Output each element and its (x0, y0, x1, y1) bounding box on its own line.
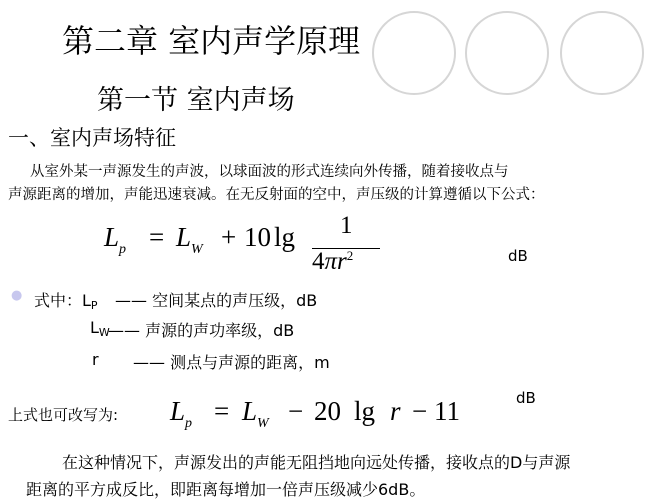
conclusion-line-2: 距离的平方成反比，即距离每增加一倍声压级减少6dB。 (26, 480, 426, 499)
formula1-lp: L (104, 222, 120, 252)
section-heading: 一、室内声场特征 (8, 126, 176, 150)
intro-line-1: 从室外某一声源发生的声波，以球面波的形式连续向外传播，随着接收点与 (30, 164, 509, 180)
formula1-lw: L (176, 222, 192, 252)
decorative-circle-3 (560, 11, 644, 95)
where-item-distance: —— 测点与声源的距离，m (133, 353, 330, 372)
bullet-icon: ● (11, 288, 23, 303)
rewrite-label: 上式也可改写为: (8, 406, 119, 424)
chapter-title: 第二章 室内声学原理 (62, 22, 361, 60)
where-item-sound-power: —— 声源的声功率级，dB (108, 321, 295, 340)
decorative-circle-1 (372, 11, 456, 95)
decorative-circle-2 (465, 11, 549, 95)
formula1-unit: dB (508, 247, 528, 265)
intro-line-2: 声源距离的增加，声能迅速衰减。在无反射面的空中，声压级的计算遵循以下公式： (8, 187, 545, 203)
where-lw-label: LW (90, 318, 110, 339)
conclusion-line-1: 在这种情况下，声源发出的声能无阻挡地向远处传播，接收点的D与声源 (62, 453, 571, 472)
formula1-fraction: 1 $4\pi r^2$ (312, 212, 380, 282)
where-item-sound-pressure: —— 空间某点的声压级，dB (115, 291, 318, 310)
where-r-label: r (92, 350, 99, 369)
where-intro: 式中：LP (34, 291, 98, 312)
rewrite-unit: dB (516, 389, 536, 407)
section-title: 第一节 室内声场 (97, 85, 295, 116)
